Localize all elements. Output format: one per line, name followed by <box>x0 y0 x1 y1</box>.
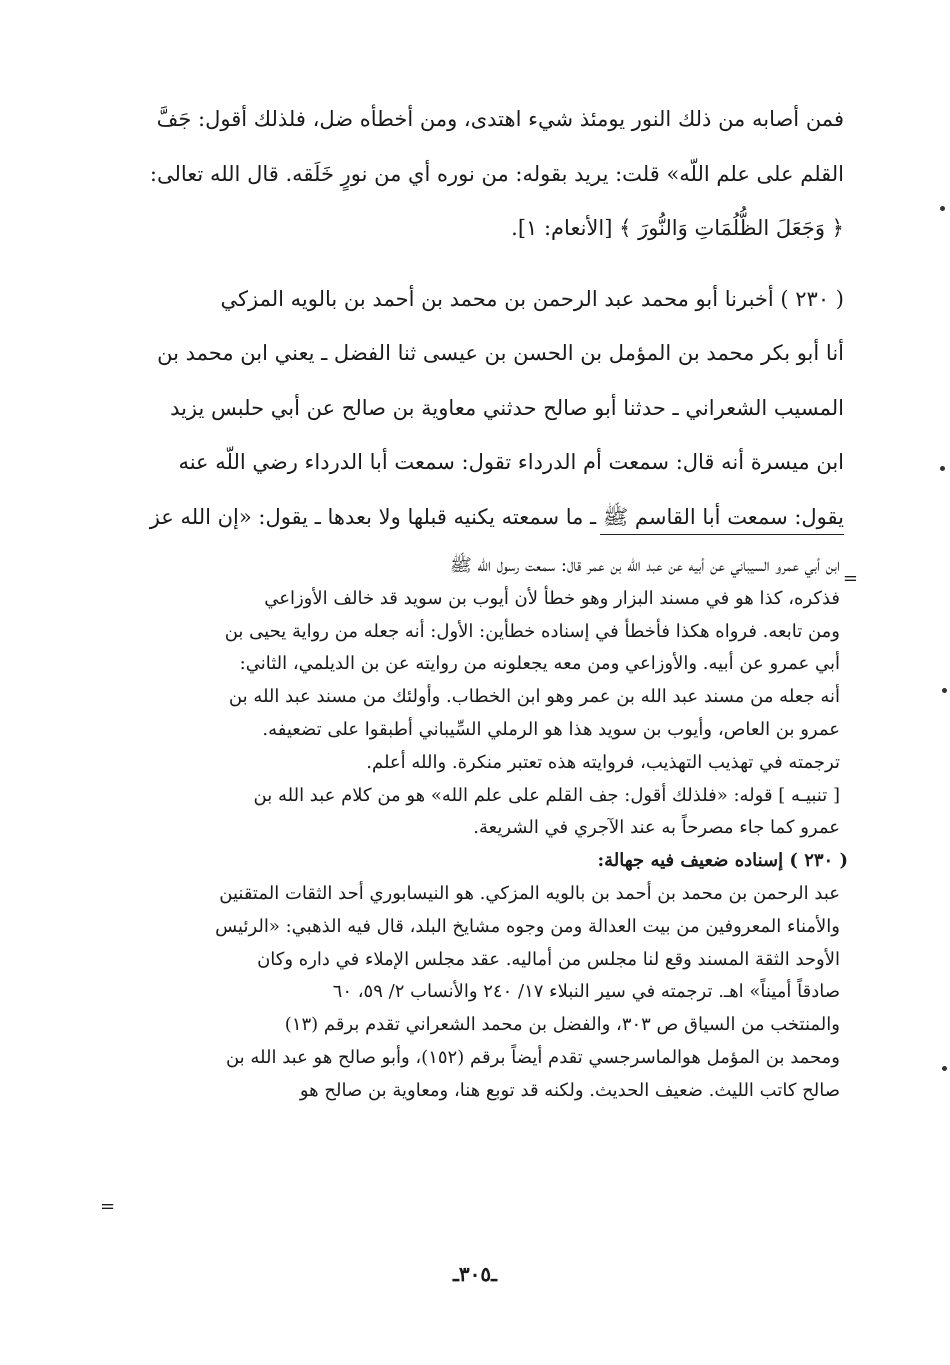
footnote-line: والمنتخب من السياق ص ٣٠٣، والفضل بن محمد الشعراني تقدم برقم (١٣) <box>284 1014 840 1036</box>
footnote-separator <box>600 534 844 535</box>
footnote-line: عمرو كما جاء مصرحاً به عند الآجري في الشريعة. <box>473 817 840 839</box>
footnote-line: أبي عمرو عن أبيه. والأوزاعي ومن معه يجعلونه من روايته عن بن الديلمي، الثاني: <box>239 653 840 675</box>
footnote-heading: ( ٢٣٠ ) إسناده ضعيف فيه جهالة: <box>597 850 848 872</box>
main-line: فمن أصابه من ذلك النور يومئذ شيء اهتدى، ومن أخطأه ضل، فلذلك أقول: جَفَّ <box>156 107 844 131</box>
footnote-line: صادقاً أميناً» اهـ. ترجمته في سير النبلاء ١٧/ ٢٤٠ والأنساب ٢/ ٥٩، ٦٠ <box>332 981 840 1003</box>
footnote-line: ابن أبي عمرو السيباني عن أبيه عن عبد الله بن عمر قال: سمعت رسول الله ﷺ <box>449 555 840 576</box>
footnote-line: ومن تابعه. فرواه هكذا فأخطأ في إسناده خطأين: الأول: أنه جعله من رواية يحيى بن <box>224 620 840 642</box>
scan-speck <box>942 688 947 693</box>
footnote-line: الأوحد الثقة المسند وقع لنا مجلس من أماليه. عقد مجلس الإملاء في داره وكان <box>257 948 840 970</box>
hadith-line: أنا أبو بكر محمد بن المؤمل بن الحسن بن عيسى ثنا الفضل ـ يعني ابن محمد بن <box>157 341 844 365</box>
footnotes <box>118 550 848 1108</box>
footnote-line: عبد الرحمن بن محمد بن أحمد بن بالويه المزكي. هو النيسابوري أحد الثقات المتقنين <box>219 882 840 904</box>
scan-speck <box>940 206 945 211</box>
footnote-line: [ تنبيـه ] قوله: «فلذلك أقول: جف القلم على علم الله» هو من كلام عبد الله بن <box>253 784 840 806</box>
footnote-line: ترجمته في تهذيب التهذيب، فروايته هذه تعتبر منكرة. والله أعلم. <box>366 751 840 773</box>
footnote-line: ومحمد بن المؤمل هوالماسرجسي تقدم أيضاً برقم (١٥٢)، وأبو صالح هو عبد الله بن <box>225 1046 840 1068</box>
hadith-line: يقول: سمعت أبا القاسم ﷺ ـ ما سمعته يكنيه قبلها ولا بعدها ـ يقول: «إن الله عز <box>149 504 844 529</box>
hadith-line: ابن ميسرة أنه قال: سمعت أم الدرداء تقول: سمعت أبا الدرداء رضي اللّه عنه <box>178 450 844 474</box>
footnote-line: أنه جعله من مسند عبد الله بن عمر وهو ابن الخطاب. وأولئك من مسند عبد الله بن <box>228 686 840 708</box>
footnote-line: فذكره، كذا هو في مسند البزار وهو خطأ لأن أيوب بن سويد قد خالف الأوزاعي <box>264 587 840 609</box>
footnote-line: عمرو بن العاص، وأيوب بن سويد هذا هو الرملي السِّيباني أطبقوا على تضعيفه. <box>262 718 840 740</box>
scan-speck <box>942 1066 947 1071</box>
continuation-mark: = <box>842 568 858 589</box>
scan-speck <box>940 466 945 471</box>
main-text <box>132 92 844 544</box>
quran-verse-line: ﴿ وَجَعَلَ الظُّلُمَاتِ وَالنُّورَ ﴾ [الأنعام: ١]. <box>511 216 844 240</box>
continuation-mark-end: = <box>100 1196 116 1217</box>
footnote-line: والأمناء المعروفين من بيت العدالة ومن وجوه مشايخ البلد، قال فيه الذهبي: «الرئيس <box>215 915 840 937</box>
hadith-line: المسيب الشعراني ـ حدثنا أبو صالح حدثني معاوية بن صالح عن أبي حلبس يزيد <box>170 395 844 420</box>
footnote-line: صالح كاتب الليث. ضعيف الحديث. ولكنه قد توبع هنا، ومعاوية بن صالح هو <box>299 1079 840 1101</box>
main-line: القلم على علم اللّه» قلت: يريد بقوله: من نوره أي من نورٍ خَلَقه. قال الله تعالى: <box>149 161 844 186</box>
hadith-line: ( ٢٣٠ ) أخبرنا أبو محمد عبد الرحمن بن محمد بن أحمد بن بالويه المزكي <box>220 286 844 311</box>
page-number: ـ٣٠٥ـ <box>453 1262 497 1286</box>
